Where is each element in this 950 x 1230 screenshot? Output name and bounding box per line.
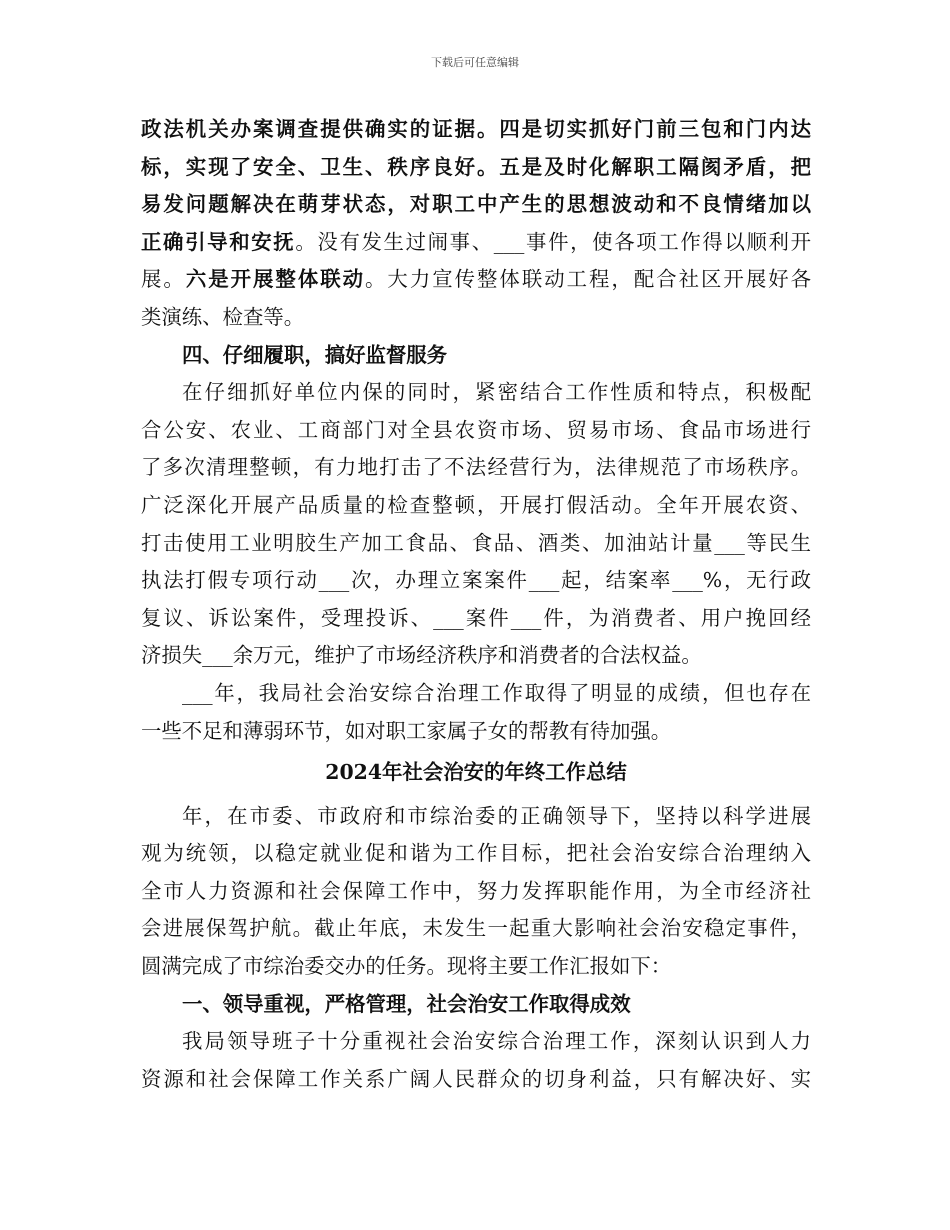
text-segment: 会进展保驾护航。截止年底，未发生一起重大影响社会治安稳定事件， [141,916,811,941]
text-segment: 全市人力资源和社会保障工作中，努力发挥职能作用，为全市经济社 [141,878,811,903]
text-segment: 标，实现了安全、卫生、秩序良好。五是及时化解职工隔阂矛盾，把 [141,154,811,179]
text-segment: 打击使用工业明胶生产加工食品、食品、酒类、加油站计量___等民生 [141,530,811,555]
text-line [141,910,811,948]
text-segment: 执法打假专项行动___次，办理立案案件___起，结案率___%，无行政 [141,568,811,593]
text-line [141,1023,811,1061]
text-segment: 四、仔细履职，搞好监督服务 [182,342,448,367]
text-line [141,299,811,337]
text-line [141,873,811,911]
text-segment: 了多次清理整顿，有力地打击了不法经营行为，法律规范了市场秩序。 [141,455,811,480]
text-segment: 正确引导和安抚 [141,229,296,254]
text-line [141,374,811,412]
text-line [141,261,811,299]
text-segment: 易发问题解决在萌芽状态，对职工中产生的思想波动和不良情绪加以 [141,192,811,217]
text-line [141,412,811,450]
text-segment: 圆满完成了市综治委交办的任务。现将主要工作汇报如下： [141,954,672,979]
text-segment: 一些不足和薄弱环节，如对职工家属子女的帮教有待加强。 [141,718,672,743]
text-line [141,562,811,600]
text-segment: 。大力宣传整体联动工程，配合社区开展好各 [365,267,811,292]
text-line [141,224,811,262]
text-segment: 观为统领，以稳定就业促和谐为工作目标，把社会治安综合治理纳入 [141,841,811,866]
text-segment: 资源和社会保障工作关系广阔人民群众的切身利益，只有解决好、实 [141,1066,811,1091]
text-line [141,186,811,224]
text-segment: 六是开展整体联动 [185,267,366,292]
text-line [141,1061,811,1099]
text-segment: 在仔细抓好单位内保的同时，紧密结合工作性质和特点，积极配 [182,380,811,405]
document-body [141,111,811,1098]
text-segment: 。没有发生过闹事、___事件，使各项工作得以顺利开 [295,229,811,254]
text-segment: ___年，我局社会治安综合治理工作取得了明显的成绩，但也存在 [182,680,811,705]
text-block-2 [141,798,811,1099]
text-line [141,986,811,1024]
text-line [141,713,811,751]
text-segment: 类演练、检查等。 [141,304,305,329]
text-segment: 年，在市委、市政府和市综治委的正确领导下，坚持以科学进展 [182,803,811,828]
text-line [141,948,811,986]
text-line [141,675,811,713]
text-line [141,835,811,873]
text-line [141,449,811,487]
text-line [141,798,811,836]
text-line [141,487,811,525]
text-line [141,111,811,149]
text-segment: 合公安、农业、工商部门对全县农资市场、贸易市场、食品市场进行 [141,417,811,442]
text-line [141,525,811,563]
text-line [141,600,811,638]
text-block-1 [141,111,811,750]
page-header: 下载后可任意编辑 [431,56,519,69]
text-line [141,149,811,187]
text-segment: 展。 [141,267,186,292]
text-segment: 政法机关办案调查提供确实的证据。四是切实抓好门前三包和门内达 [141,117,811,141]
section-title: 2024年社会治安的年终工作总结 [325,760,627,785]
text-segment: 复议、诉讼案件，受理投诉、___案件___件，为消费者、用户挽回经 [141,605,811,630]
text-segment: 济损失___余万元，维护了市场经济秩序和消费者的合法权益。 [141,643,702,668]
text-line [141,337,811,375]
text-segment: 广泛深化开展产品质量的检查整顿，开展打假活动。全年开展农资、 [141,492,811,517]
text-segment: 一、领导重视，严格管理，社会治安工作取得成效 [182,991,631,1016]
text-segment: 我局领导班子十分重视社会治安综合治理工作，深刻认识到人力 [182,1029,811,1054]
text-line [141,637,811,675]
